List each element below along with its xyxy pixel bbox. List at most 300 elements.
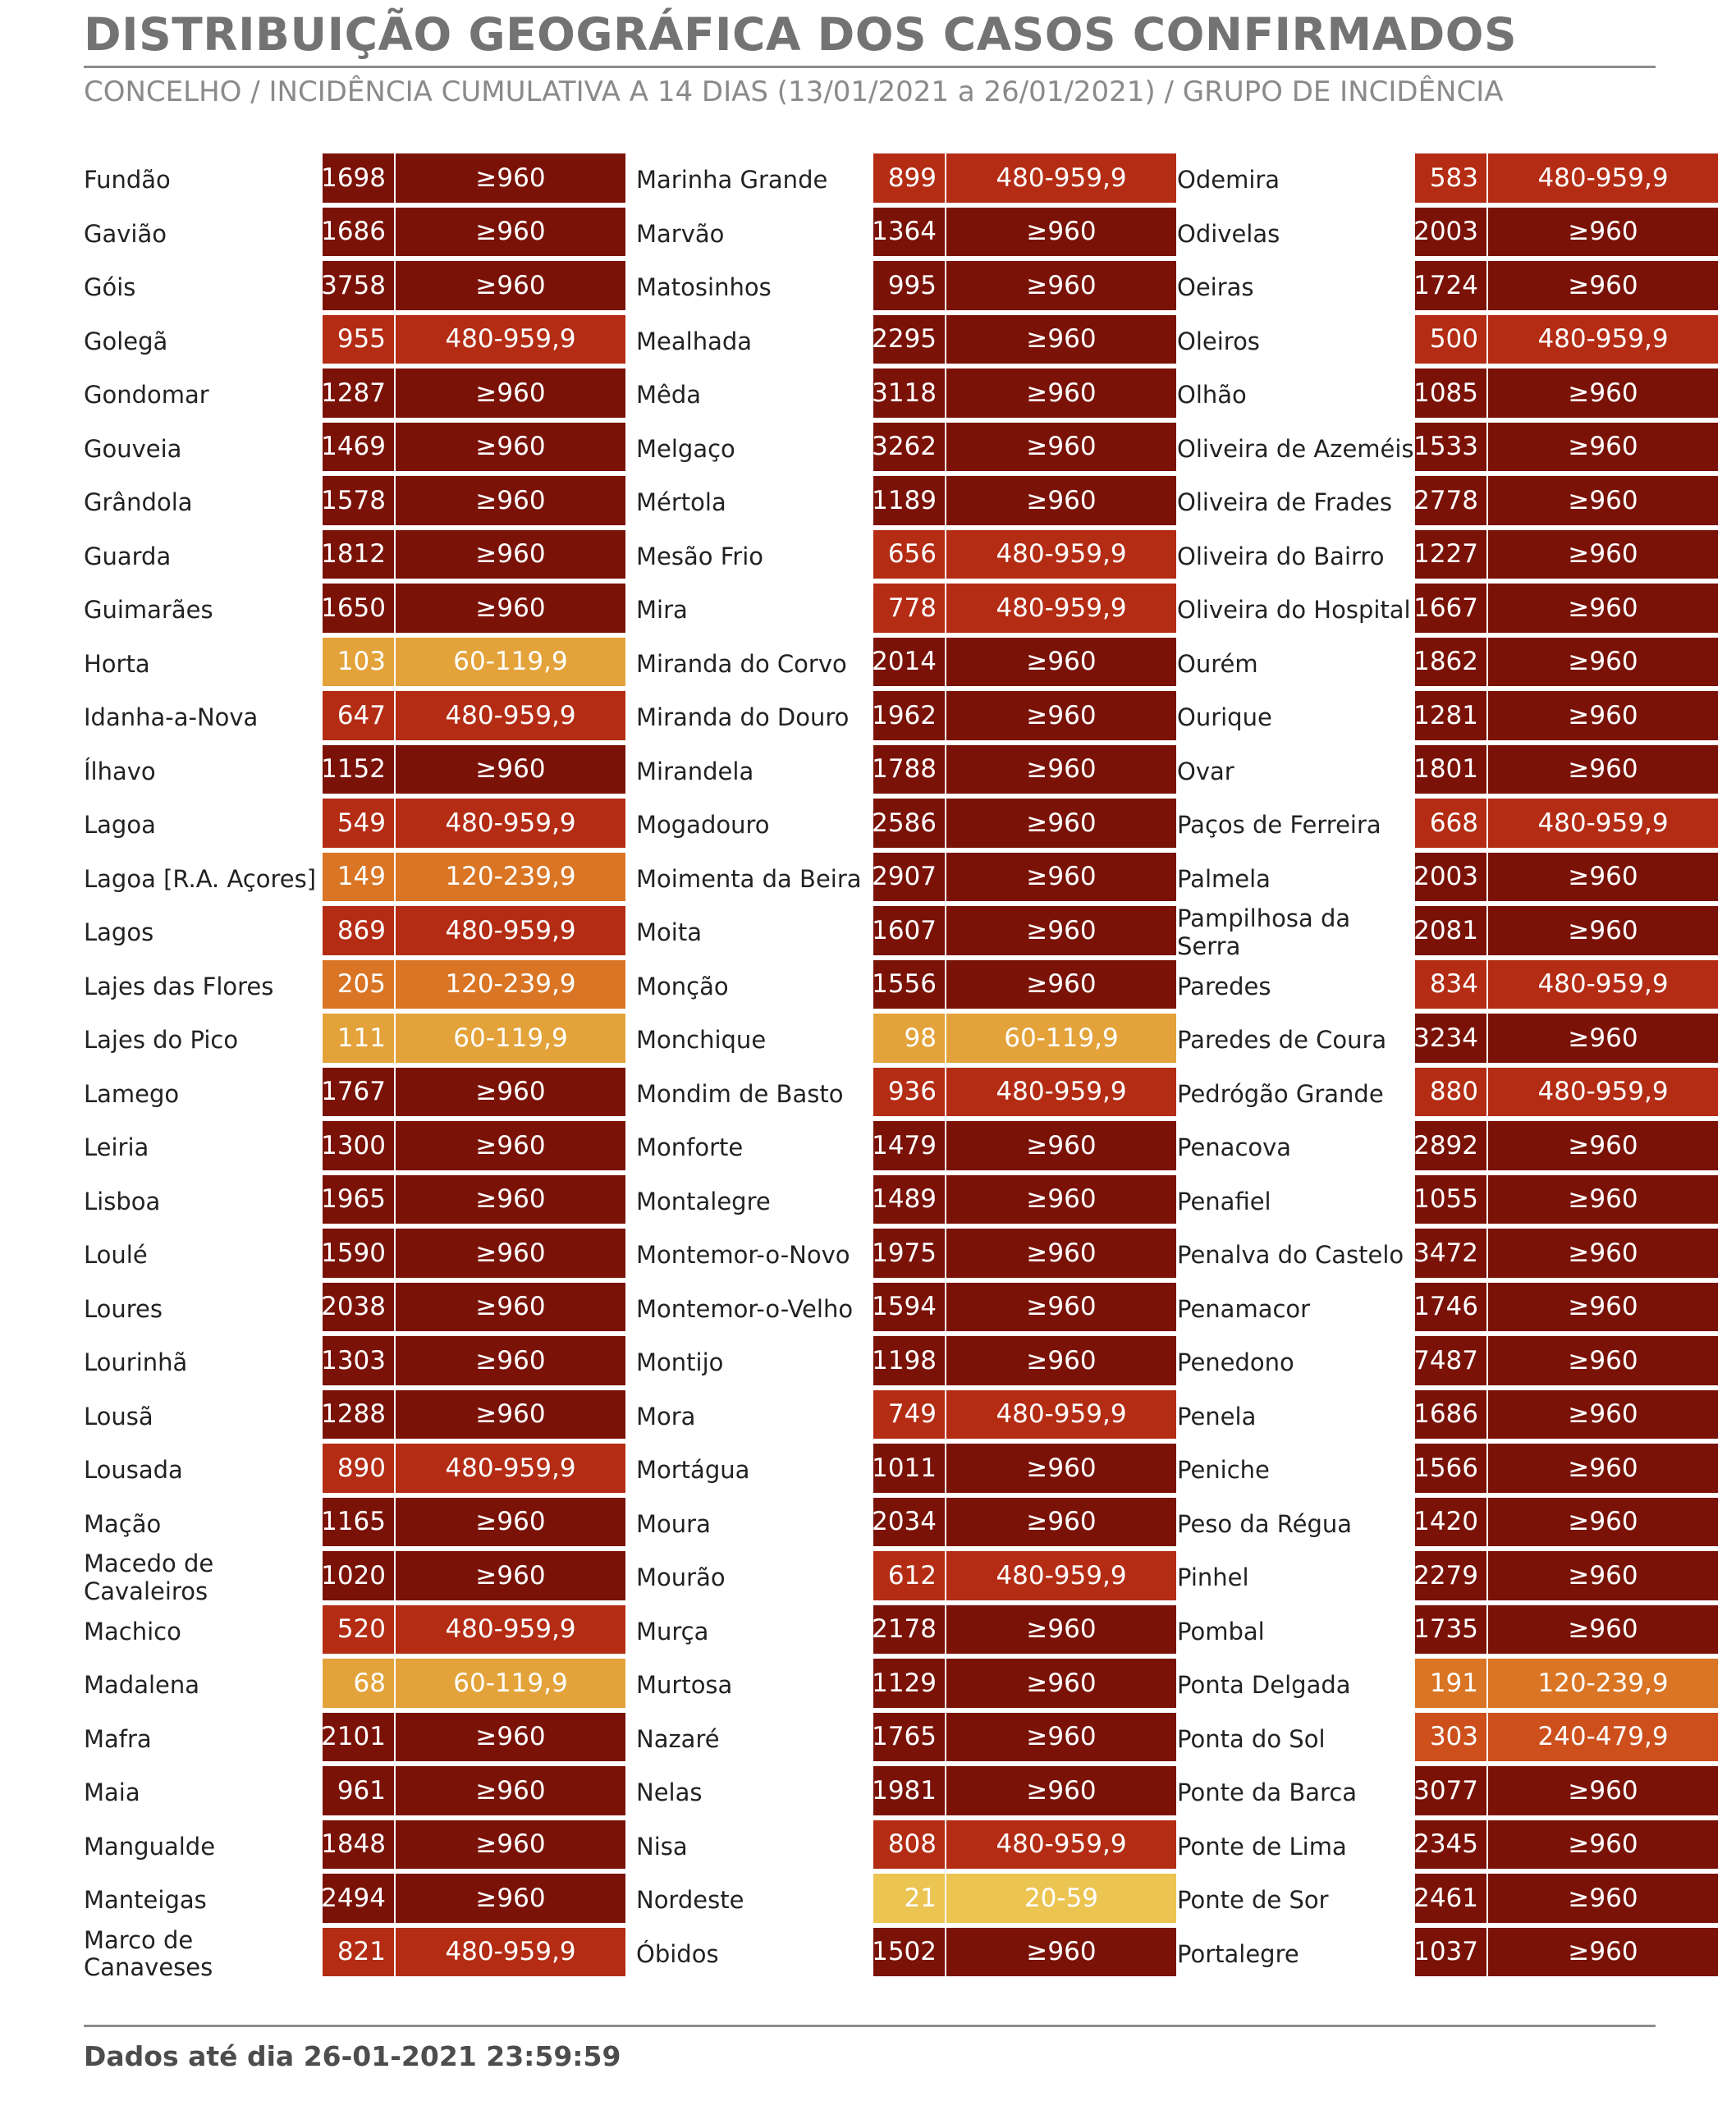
incidence-value: 1698	[323, 153, 396, 205]
municipality-name: Oleiros	[1177, 327, 1260, 355]
incidence-group: ≥960	[396, 423, 625, 474]
incidence-group: ≥960	[396, 261, 625, 313]
incidence-value: 656	[873, 530, 946, 582]
table-row	[1177, 1551, 1719, 1605]
municipality-name: Lagoa [R.A. Açores]	[84, 864, 317, 893]
incidence-group: ≥960	[396, 1498, 625, 1549]
incidence-value: 1975	[873, 1229, 946, 1280]
municipality-name: Ourique	[1177, 703, 1272, 732]
table-row	[636, 1390, 1178, 1444]
table-row	[1177, 368, 1719, 423]
footer-divider	[84, 2025, 1656, 2027]
incidence-value: 1037	[1415, 1928, 1488, 1980]
incidence-group: ≥960	[946, 691, 1176, 743]
incidence-group: 480-959,9	[396, 1444, 625, 1495]
incidence-value: 2892	[1415, 1121, 1488, 1173]
incidence-group: ≥960	[1488, 476, 1718, 528]
incidence-group: ≥960	[1488, 1014, 1718, 1065]
incidence-group: 480-959,9	[1488, 960, 1718, 1012]
municipality-name: Monforte	[636, 1133, 744, 1162]
table-row	[636, 745, 1178, 799]
incidence-value: 1862	[1415, 638, 1488, 689]
incidence-group: ≥960	[1488, 1551, 1718, 1603]
incidence-group: ≥960	[1488, 691, 1718, 743]
incidence-group: ≥960	[946, 1659, 1176, 1710]
incidence-group: 480-959,9	[396, 1928, 625, 1980]
incidence-group: ≥960	[396, 1874, 625, 1925]
incidence-group: 60-119,9	[946, 1014, 1176, 1065]
incidence-group: 480-959,9	[1488, 799, 1718, 850]
municipality-name: Mealhada	[636, 327, 753, 355]
incidence-value: 2778	[1415, 476, 1488, 528]
incidence-group: 480-959,9	[396, 799, 625, 850]
table-row	[84, 1175, 625, 1229]
incidence-group: 480-959,9	[1488, 153, 1718, 205]
table-row	[84, 1068, 625, 1122]
municipality-name: Ponta Delgada	[1177, 1671, 1351, 1700]
incidence-value: 1788	[873, 745, 946, 797]
table-row	[1177, 1390, 1719, 1444]
municipality-name: Mértola	[636, 488, 726, 517]
incidence-group: ≥960	[1488, 368, 1718, 420]
municipality-name: Guimarães	[84, 596, 213, 625]
incidence-value: 303	[1415, 1713, 1488, 1765]
municipality-name: Lousada	[84, 1456, 183, 1485]
table-row	[636, 315, 1178, 369]
municipality-name: Lajes das Flores	[84, 972, 274, 1000]
municipality-name: Gouveia	[84, 434, 182, 463]
incidence-group: 480-959,9	[946, 1068, 1176, 1119]
incidence-value: 1364	[873, 208, 946, 259]
municipality-name: Paredes de Coura	[1177, 1026, 1387, 1055]
table-row	[636, 368, 1178, 423]
municipality-name: Loulé	[84, 1241, 148, 1270]
municipality-name: Penafiel	[1177, 1187, 1271, 1215]
incidence-group: ≥960	[1488, 584, 1718, 635]
incidence-value: 668	[1415, 799, 1488, 850]
table-row	[84, 1659, 625, 1713]
incidence-value: 2081	[1415, 906, 1488, 958]
table-row	[636, 638, 1178, 692]
table-row	[84, 1820, 625, 1874]
incidence-value: 1556	[873, 960, 946, 1012]
table-row	[636, 153, 1178, 208]
table-row	[1177, 1874, 1719, 1928]
municipality-name: Montemor-o-Novo	[636, 1241, 850, 1270]
municipality-name: Nisa	[636, 1832, 688, 1861]
incidence-value: 1011	[873, 1444, 946, 1495]
incidence-group: ≥960	[396, 1766, 625, 1818]
table-row	[84, 1336, 625, 1390]
incidence-group: 480-959,9	[1488, 315, 1718, 367]
incidence-value: 2014	[873, 638, 946, 689]
table-row	[636, 208, 1178, 262]
incidence-value: 1746	[1415, 1283, 1488, 1334]
municipality-name: Ourém	[1177, 649, 1258, 678]
incidence-group: 480-959,9	[396, 315, 625, 367]
municipality-name: Ponte de Sor	[1177, 1886, 1329, 1915]
incidence-value: 995	[873, 261, 946, 313]
municipality-name: Penalva do Castelo	[1177, 1241, 1404, 1270]
incidence-group: ≥960	[946, 853, 1176, 904]
incidence-value: 1303	[323, 1336, 396, 1388]
incidence-group: 120-239,9	[396, 960, 625, 1012]
municipality-name: Idanha-a-Nova	[84, 703, 259, 732]
incidence-value: 2178	[873, 1605, 946, 1657]
incidence-value: 3234	[1415, 1014, 1488, 1065]
incidence-value: 2034	[873, 1498, 946, 1549]
incidence-group: ≥960	[396, 530, 625, 582]
incidence-group: ≥960	[946, 960, 1176, 1012]
incidence-value: 68	[323, 1659, 396, 1710]
table-row	[84, 1605, 625, 1659]
incidence-group: ≥960	[1488, 1229, 1718, 1280]
table-column-1	[84, 153, 625, 1981]
municipality-name: Palmela	[1177, 864, 1271, 893]
incidence-value: 1650	[323, 584, 396, 635]
incidence-value: 834	[1415, 960, 1488, 1012]
municipality-name: Maia	[84, 1778, 140, 1807]
municipality-name: Moimenta da Beira	[636, 864, 862, 893]
municipality-name: Mortágua	[636, 1456, 750, 1485]
municipality-name: Gondomar	[84, 381, 209, 410]
incidence-group: 480-959,9	[946, 153, 1176, 205]
incidence-value: 1287	[323, 368, 396, 420]
incidence-value: 7487	[1415, 1336, 1488, 1388]
municipality-name: Lagos	[84, 918, 154, 947]
incidence-value: 890	[323, 1444, 396, 1495]
incidence-value: 583	[1415, 153, 1488, 205]
municipality-name: Ponte de Lima	[1177, 1832, 1347, 1861]
municipality-name: Lagoa	[84, 811, 156, 840]
incidence-value: 955	[323, 315, 396, 367]
municipality-name: Ovar	[1177, 757, 1234, 785]
municipality-name: Óbidos	[636, 1939, 719, 1968]
table-row	[1177, 208, 1719, 262]
table-row	[636, 853, 1178, 907]
municipality-name: Paredes	[1177, 972, 1271, 1000]
municipality-name: Pinhel	[1177, 1563, 1249, 1592]
incidence-value: 1502	[873, 1928, 946, 1980]
incidence-value: 821	[323, 1928, 396, 1980]
municipality-name: Ílhavo	[84, 757, 156, 785]
incidence-value: 205	[323, 960, 396, 1012]
incidence-group: ≥960	[1488, 1283, 1718, 1334]
table-row	[1177, 1068, 1719, 1122]
table-row	[84, 906, 625, 960]
municipality-name: Oliveira de Frades	[1177, 488, 1393, 517]
table-row	[1177, 1175, 1719, 1229]
table-row	[636, 1874, 1178, 1928]
table-row	[1177, 906, 1719, 960]
incidence-group: ≥960	[1488, 1444, 1718, 1495]
table-row	[84, 1498, 625, 1552]
incidence-value: 749	[873, 1390, 946, 1442]
municipality-name: Loures	[84, 1294, 163, 1323]
municipality-name: Monchique	[636, 1026, 767, 1055]
incidence-group: ≥960	[946, 906, 1176, 958]
incidence-group: 480-959,9	[396, 906, 625, 958]
incidence-value: 1055	[1415, 1175, 1488, 1227]
incidence-value: 520	[323, 1605, 396, 1657]
table-row	[84, 584, 625, 638]
incidence-group: ≥960	[396, 1390, 625, 1442]
incidence-value: 1590	[323, 1229, 396, 1280]
table-row	[636, 906, 1178, 960]
table-row	[1177, 1766, 1719, 1820]
incidence-group: ≥960	[946, 1444, 1176, 1495]
incidence-group: ≥960	[1488, 261, 1718, 313]
incidence-value: 1533	[1415, 423, 1488, 474]
incidence-group: 480-959,9	[396, 691, 625, 743]
page-subtitle: CONCELHO / INCIDÊNCIA CUMULATIVA A 14 DIAS (13/01/2021 a 26/01/2021) / GRUPO DE INCIDÊNCIA	[84, 76, 1504, 108]
table-row	[1177, 1014, 1719, 1068]
table-row	[636, 1605, 1178, 1659]
incidence-value: 1801	[1415, 745, 1488, 797]
table-row	[1177, 530, 1719, 584]
incidence-value: 1965	[323, 1175, 396, 1227]
incidence-group: ≥960	[1488, 906, 1718, 958]
incidence-group: ≥960	[1488, 638, 1718, 689]
table-row	[1177, 1336, 1719, 1390]
table-row	[1177, 853, 1719, 907]
municipality-name: Marinha Grande	[636, 166, 828, 195]
municipality-name: Penedono	[1177, 1348, 1294, 1377]
incidence-value: 149	[323, 853, 396, 904]
incidence-value: 1566	[1415, 1444, 1488, 1495]
incidence-value: 1812	[323, 530, 396, 582]
incidence-group: ≥960	[1488, 1175, 1718, 1227]
table-row	[1177, 315, 1719, 369]
municipality-name: Matosinhos	[636, 273, 772, 302]
municipality-name: Pombal	[1177, 1617, 1265, 1646]
table-row	[1177, 476, 1719, 530]
municipality-name: Nordeste	[636, 1886, 744, 1915]
table-row	[84, 208, 625, 262]
municipality-name: Mafra	[84, 1724, 152, 1753]
municipality-name: Lajes do Pico	[84, 1026, 239, 1055]
incidence-group: 60-119,9	[396, 638, 625, 689]
incidence-group: ≥960	[946, 1336, 1176, 1388]
incidence-value: 103	[323, 638, 396, 689]
municipality-name: Mêda	[636, 381, 702, 410]
incidence-value: 21	[873, 1874, 946, 1925]
incidence-group: ≥960	[1488, 1820, 1718, 1872]
incidence-value: 2038	[323, 1283, 396, 1334]
incidence-group: ≥960	[1488, 1874, 1718, 1925]
incidence-group: 480-959,9	[946, 1390, 1176, 1442]
table-row	[1177, 1498, 1719, 1552]
municipality-name: Montemor-o-Velho	[636, 1294, 854, 1323]
table-row	[84, 1390, 625, 1444]
page-title: DISTRIBUIÇÃO GEOGRÁFICA DOS CASOS CONFIRMADOS	[84, 8, 1518, 61]
table-row	[84, 1925, 625, 1982]
incidence-value: 936	[873, 1068, 946, 1119]
municipality-name: Ponte da Barca	[1177, 1778, 1358, 1807]
title-divider	[84, 66, 1656, 68]
incidence-value: 869	[323, 906, 396, 958]
municipality-name: Madalena	[84, 1671, 200, 1700]
table-row	[1177, 1444, 1719, 1498]
municipality-name: Góis	[84, 273, 136, 302]
table-row	[636, 476, 1178, 530]
incidence-group: ≥960	[946, 1498, 1176, 1549]
table-column-3	[1177, 153, 1719, 1981]
table-row	[84, 1014, 625, 1068]
incidence-value: 1420	[1415, 1498, 1488, 1549]
incidence-value: 1578	[323, 476, 396, 528]
incidence-group: ≥960	[396, 1121, 625, 1173]
incidence-value: 1489	[873, 1175, 946, 1227]
incidence-group: ≥960	[396, 368, 625, 420]
municipality-name: Mangualde	[84, 1832, 216, 1861]
table-row	[84, 1551, 625, 1605]
table-row	[1177, 960, 1719, 1014]
incidence-value: 2003	[1415, 208, 1488, 259]
table-row	[84, 1283, 625, 1337]
table-row	[1177, 1713, 1719, 1767]
incidence-group: ≥960	[1488, 1498, 1718, 1549]
incidence-group: 480-959,9	[946, 1551, 1176, 1603]
table-row	[636, 423, 1178, 477]
incidence-value: 2461	[1415, 1874, 1488, 1925]
table-row	[84, 530, 625, 584]
incidence-value: 1848	[323, 1820, 396, 1872]
municipality-name: Portalegre	[1177, 1939, 1299, 1968]
municipality-name: Oliveira do Bairro	[1177, 542, 1385, 570]
municipality-name: Machico	[84, 1617, 181, 1646]
table-row	[84, 691, 625, 745]
incidence-value: 961	[323, 1766, 396, 1818]
incidence-value: 1724	[1415, 261, 1488, 313]
incidence-group: ≥960	[1488, 1121, 1718, 1173]
incidence-group: ≥960	[946, 638, 1176, 689]
incidence-value: 1981	[873, 1766, 946, 1818]
incidence-value: 1300	[323, 1121, 396, 1173]
incidence-group: ≥960	[946, 799, 1176, 850]
incidence-value: 1735	[1415, 1605, 1488, 1657]
municipality-name: Melgaço	[636, 434, 735, 463]
incidence-value: 3472	[1415, 1229, 1488, 1280]
incidence-value: 1281	[1415, 691, 1488, 743]
incidence-value: 1686	[323, 208, 396, 259]
municipality-name: Golegã	[84, 327, 168, 355]
municipality-name: Peso da Régua	[1177, 1509, 1353, 1538]
municipality-name: Lousã	[84, 1402, 153, 1430]
table-row	[1177, 1928, 1719, 1982]
incidence-group: ≥960	[1488, 1605, 1718, 1657]
table-row	[636, 530, 1178, 584]
table-row	[636, 1068, 1178, 1122]
table-row	[636, 960, 1178, 1014]
incidence-value: 98	[873, 1014, 946, 1065]
municipality-name: Odemira	[1177, 166, 1280, 195]
table-row	[636, 261, 1178, 315]
table-row	[636, 1820, 1178, 1874]
table-row	[1177, 1121, 1719, 1175]
table-row	[84, 853, 625, 907]
table-row	[636, 1713, 1178, 1767]
incidence-group: ≥960	[946, 261, 1176, 313]
incidence-group: ≥960	[946, 1766, 1176, 1818]
incidence-group: ≥960	[946, 745, 1176, 797]
table-row	[636, 1766, 1178, 1820]
incidence-value: 1667	[1415, 584, 1488, 635]
municipality-name: Manteigas	[84, 1886, 207, 1915]
incidence-group: 120-239,9	[396, 853, 625, 904]
municipality-name: Mogadouro	[636, 811, 770, 840]
municipality-name: Miranda do Corvo	[636, 649, 847, 678]
incidence-group: ≥960	[1488, 423, 1718, 474]
table-row	[1177, 1820, 1719, 1874]
municipality-name: Montalegre	[636, 1187, 771, 1215]
table-row	[1177, 423, 1719, 477]
table-row	[84, 638, 625, 692]
incidence-group: ≥960	[946, 1229, 1176, 1280]
incidence-group: 480-959,9	[1488, 1068, 1718, 1119]
municipality-name: Pampilhosa da Serra	[1177, 904, 1351, 960]
table-row	[84, 153, 625, 208]
table-row	[636, 584, 1178, 638]
incidence-value: 2907	[873, 853, 946, 904]
incidence-value: 1607	[873, 906, 946, 958]
table-row	[636, 1498, 1178, 1552]
table-row	[636, 1928, 1178, 1982]
incidence-group: ≥960	[396, 1229, 625, 1280]
municipality-name: Oeiras	[1177, 273, 1254, 302]
incidence-group: ≥960	[946, 423, 1176, 474]
municipality-name: Lourinhã	[84, 1348, 188, 1377]
incidence-group: 120-239,9	[1488, 1659, 1718, 1710]
table-row	[84, 368, 625, 423]
incidence-value: 2494	[323, 1874, 396, 1925]
municipality-name: Nelas	[636, 1778, 703, 1807]
incidence-value: 1469	[323, 423, 396, 474]
incidence-group: ≥960	[1488, 853, 1718, 904]
municipality-name: Mourão	[636, 1563, 726, 1592]
municipality-name: Ponta do Sol	[1177, 1724, 1326, 1753]
incidence-group: ≥960	[1488, 1928, 1718, 1980]
incidence-value: 3077	[1415, 1766, 1488, 1818]
incidence-group: ≥960	[396, 1068, 625, 1119]
municipality-name: Penamacor	[1177, 1294, 1311, 1323]
municipality-name: Montijo	[636, 1348, 724, 1377]
incidence-value: 808	[873, 1820, 946, 1872]
incidence-value: 778	[873, 584, 946, 635]
incidence-value: 1085	[1415, 368, 1488, 420]
incidence-group: ≥960	[946, 1175, 1176, 1227]
incidence-group: ≥960	[396, 1175, 625, 1227]
incidence-value: 647	[323, 691, 396, 743]
table-row	[636, 799, 1178, 853]
incidence-value: 2279	[1415, 1551, 1488, 1603]
incidence-group: 60-119,9	[396, 1659, 625, 1710]
incidence-value: 1686	[1415, 1390, 1488, 1442]
incidence-value: 1479	[873, 1121, 946, 1173]
incidence-group: ≥960	[396, 584, 625, 635]
municipality-name: Moita	[636, 918, 702, 947]
municipality-name: Murça	[636, 1617, 709, 1646]
incidence-value: 1227	[1415, 530, 1488, 582]
municipality-name: Olhão	[1177, 381, 1247, 410]
incidence-group: ≥960	[946, 368, 1176, 420]
incidence-group: ≥960	[946, 1928, 1176, 1980]
municipality-name: Peniche	[1177, 1456, 1270, 1485]
municipality-name: Miranda do Douro	[636, 703, 850, 732]
incidence-group: 20-59	[946, 1874, 1176, 1925]
municipality-name: Mirandela	[636, 757, 754, 785]
municipality-name: Monção	[636, 972, 729, 1000]
